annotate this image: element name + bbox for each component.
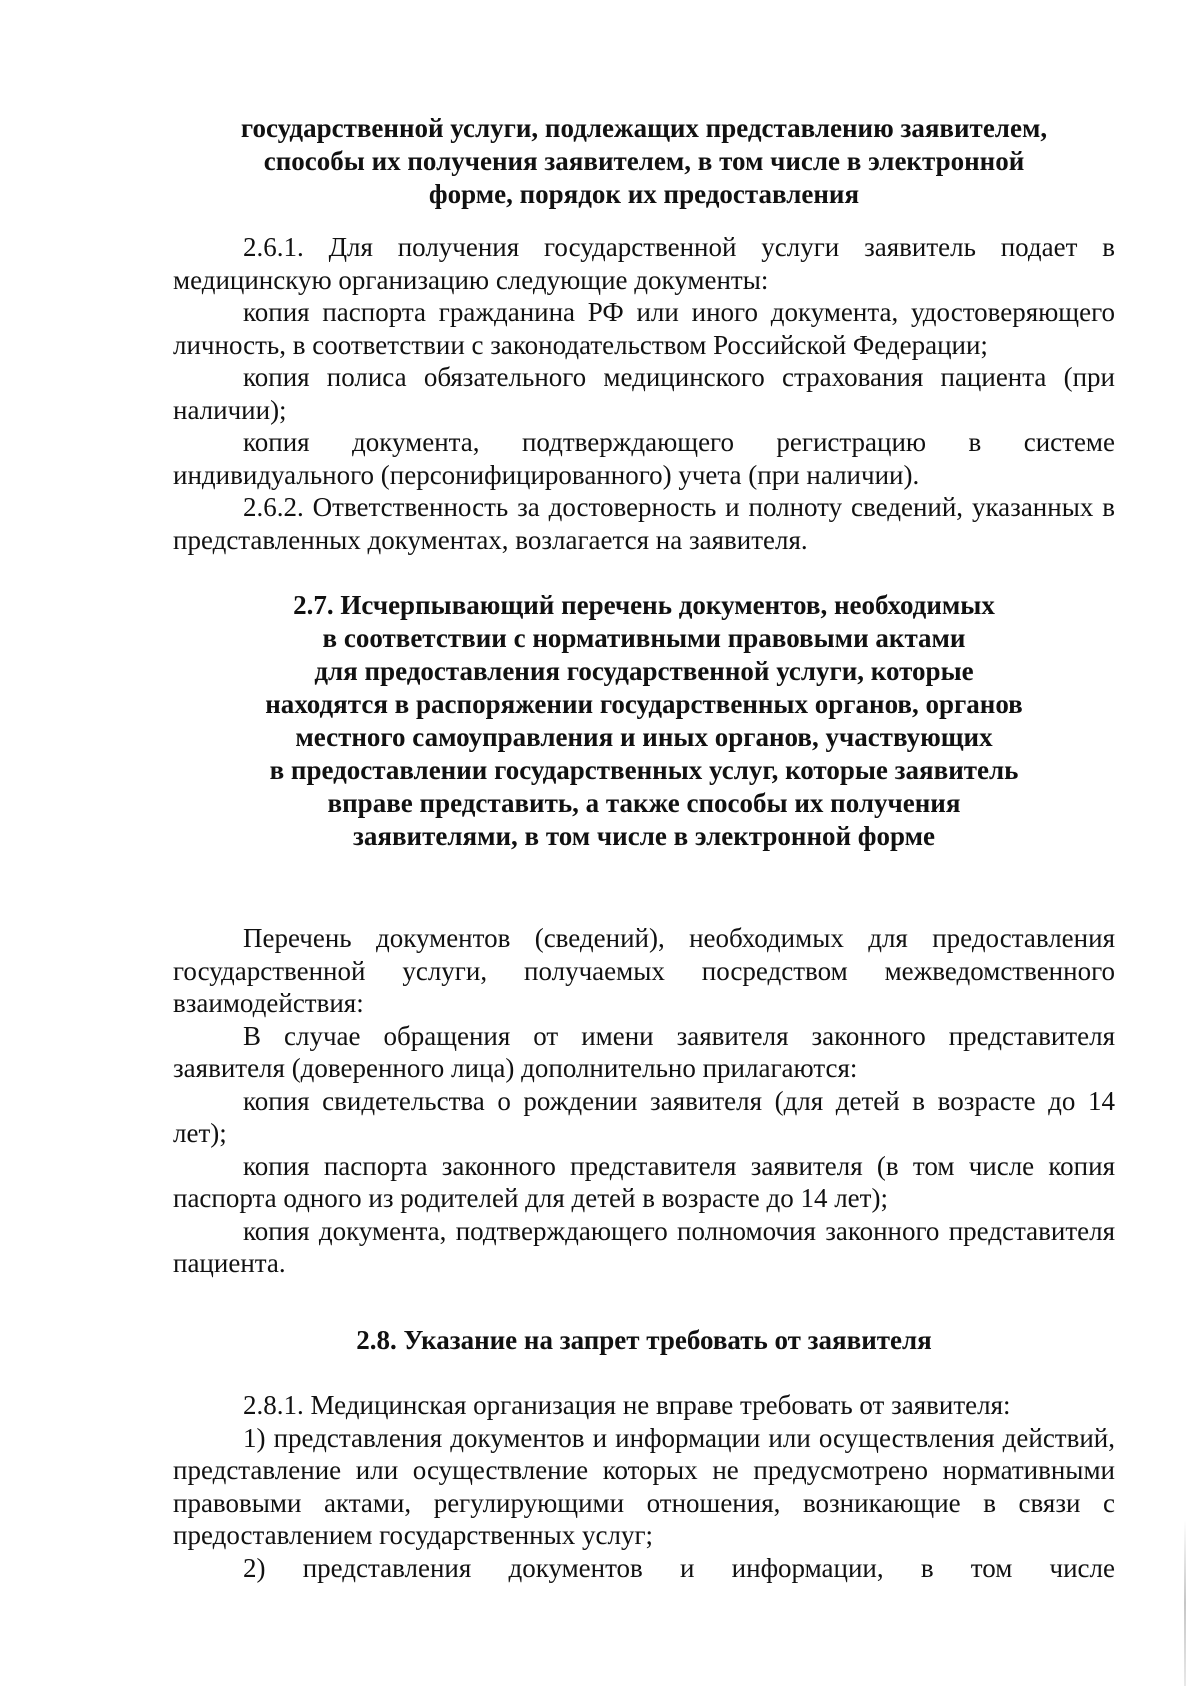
section-2-8-heading [173,1324,1115,1357]
section-2-8-body [173,1389,1115,1584]
paragraph-legal-representative: В случае обращения от имени заявителя законного представителя заявителя (доверенного лица) дополнительно прилагаются: [173,1020,1115,1083]
paragraph-birth-certificate: копия свидетельства о рождении заявителя (для детей в возрасте до 14 лет); [173,1085,1115,1148]
section-2-7-body [173,922,1115,1280]
paragraph-interagency-list: Перечень документов (сведений), необходимых для предоставления государственной услуги, получаемых посредством межведомственного взаимодействия: [173,923,1115,1018]
scan-edge-mark [1184,1520,1186,1686]
paragraph-registration-copy: копия документа, подтверждающего регистрацию в системе индивидуального (персонифицированного) учета (при наличии). [173,427,1115,490]
heading-line: вправе представить, а также способы их получения [327,788,961,818]
heading-line: 2.7. Исчерпывающий перечень документов, необходимых [293,590,995,620]
heading-line: в предоставлении государственных услуг, которые заявитель [269,755,1019,785]
heading-line: для предоставления государственной услуги, которые [314,656,974,686]
paragraph-2-6-2: 2.6.2. Ответственность за достоверность и полноту сведений, указанных в представленных документах, возлагается на заявителя. [173,492,1115,555]
section-2-6-heading [173,112,1115,211]
paragraph-item-2: 2) представления документов и информации, в том числе [243,1552,1115,1583]
section-2-7-heading [173,589,1115,853]
paragraph-insurance-copy: копия полиса обязательного медицинского страхования пациента (при наличии); [173,362,1115,425]
heading-line: государственной услуги, подлежащих представлению заявителем, [240,113,1048,143]
paragraph-item-1: 1) представления документов и информации или осуществления действий, представление или осуществление которых не предусмотрено нормативными правовыми актами, регулирующими отношения, возникающие в связи с предоставлением государственных услуг; [173,1422,1115,1550]
heading-line: способы их получения заявителем, в том числе в электронной [263,146,1025,176]
paragraph-2-6-1: 2.6.1. Для получения государственной услуги заявитель подает в медицинскую организацию следующие документы: [173,232,1115,295]
paragraph-representative-passport: копия паспорта законного представителя заявителя (в том числе копия паспорта одного из родителей для детей в возрасте до 14 лет); [173,1150,1115,1213]
heading-line: в соответствии с нормативными правовыми актами [322,623,966,653]
paragraph-authority-document: копия документа, подтверждающего полномочия законного представителя пациента. [173,1215,1115,1278]
paragraph-2-8-1: 2.8.1. Медицинская организация не вправе требовать от заявителя: [243,1390,1011,1420]
heading-line: 2.8. Указание на запрет требовать от заявителя [356,1325,932,1355]
heading-line: находятся в распоряжении государственных органов, органов [265,689,1023,719]
heading-line: форме, порядок их предоставления [428,179,860,209]
section-2-6-body [173,231,1115,556]
heading-line: местного самоуправления и иных органов, участвующих [295,722,993,752]
heading-line: заявителями, в том числе в электронной форме [353,821,935,851]
paragraph-passport-copy: копия паспорта гражданина РФ или иного документа, удостоверяющего личность, в соответствии с законодательством Российской Федерации; [173,297,1115,360]
